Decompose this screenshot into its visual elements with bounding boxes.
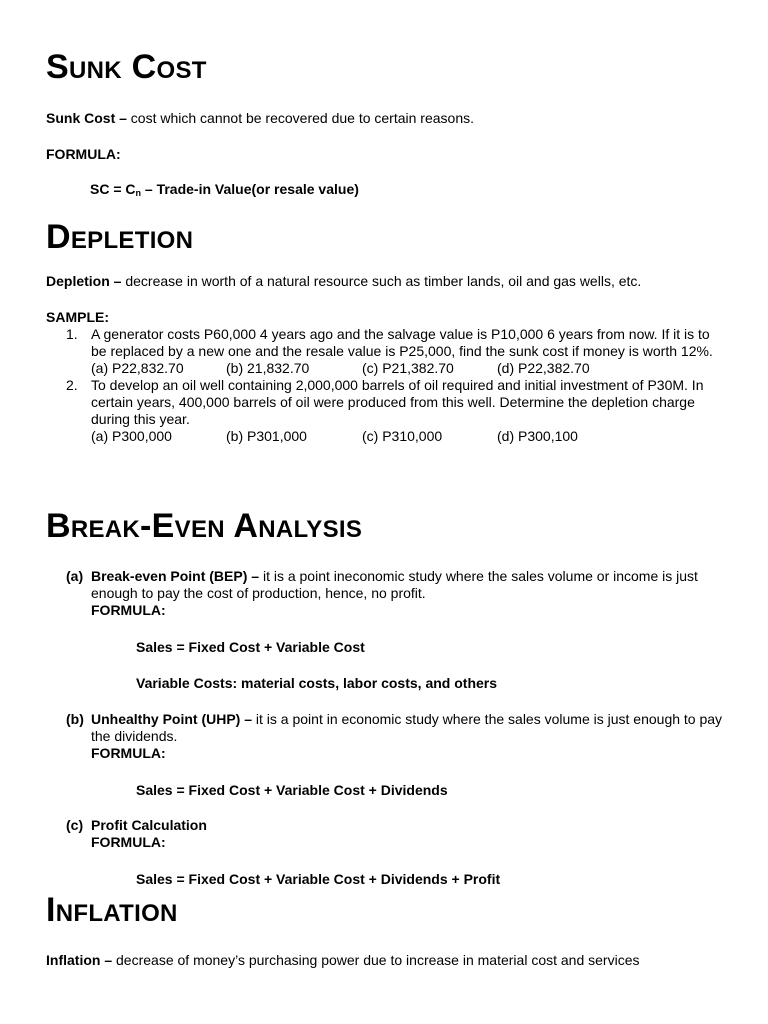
profit-formula: Sales = Fixed Cost + Variable Cost + Dividends + Profit (136, 871, 501, 887)
answer-choice: (b) P301,000 (226, 428, 307, 444)
sunk-cost-formula-lhs: SC = C (90, 181, 136, 197)
break-even-heading: Break-Even Analysis (46, 507, 363, 545)
sample-problem-text: A generator costs P60,000 4 years ago and the salvage value is P10,000 6 years from now. If it is to be replaced by a new one and the resale value is P25,000, find the sunk cost if money is worth 12%. (91, 326, 713, 359)
break-even-point-item (66, 568, 726, 619)
answer-choices (91, 428, 726, 445)
item-label: (b) (66, 711, 84, 727)
answer-choice: (b) 21,832.70 (226, 360, 310, 376)
answer-choice: (d) P300,100 (497, 428, 578, 444)
sunk-cost-heading: Sunk Cost (46, 48, 207, 86)
item-label: (a) (66, 568, 84, 584)
depletion-definition-text: decrease in worth of a natural resource such as timber lands, oil and gas wells, etc. (121, 273, 642, 289)
item-label: (c) (66, 817, 84, 833)
sunk-cost-formula-rhs: – Trade-in Value(or resale value) (141, 181, 359, 197)
depletion-definition (46, 273, 641, 290)
bep-formula: Sales = Fixed Cost + Variable Cost (136, 639, 365, 655)
answer-choice: (a) P300,000 (91, 428, 172, 444)
inflation-definition (46, 952, 639, 969)
uhp-formula: Sales = Fixed Cost + Variable Cost + Dividends (136, 782, 448, 798)
formula-label: FORMULA: (91, 834, 166, 850)
item-term: Unhealthy Point (UHP) – (91, 711, 253, 727)
sunk-cost-term: Sunk Cost – (46, 110, 127, 126)
sample-problem (66, 377, 726, 445)
item-term: Break-even Point (BEP) – (91, 568, 260, 584)
sunk-cost-definition-text: cost which cannot be recovered due to certain reasons. (126, 110, 474, 126)
item-term: Profit Calculation (91, 817, 207, 833)
sample-label: SAMPLE: (46, 309, 109, 325)
sunk-cost-formula-subscript: n (135, 188, 142, 198)
depletion-heading: Depletion (46, 218, 194, 256)
formula-label: FORMULA: (91, 745, 166, 761)
unhealthy-point-item (66, 711, 726, 762)
sample-problem-number: 1. (66, 326, 78, 342)
sunk-cost-definition (46, 110, 474, 127)
answer-choice: (c) P310,000 (362, 428, 443, 444)
sunk-cost-formula (90, 181, 359, 198)
sample-problem (66, 326, 726, 377)
profit-calculation-item (66, 817, 726, 851)
sample-problem-number: 2. (66, 377, 78, 393)
answer-choice: (a) P22,832.70 (91, 360, 184, 376)
inflation-definition-text: decrease of money’s purchasing power due to increase in material cost and services (112, 952, 640, 968)
answer-choices (91, 360, 726, 377)
item-text: it is a point in economic study where the sales volume is just enough to pay the dividends. (91, 711, 723, 744)
inflation-heading: Inflation (46, 891, 178, 929)
depletion-term: Depletion – (46, 273, 122, 289)
sunk-cost-formula-label: FORMULA: (46, 146, 121, 162)
item-body (66, 711, 726, 745)
inflation-term: Inflation – (46, 952, 113, 968)
sample-problem-list (66, 326, 726, 445)
formula-label: FORMULA: (91, 602, 166, 618)
sample-problem-text: To develop an oil well containing 2,000,000 barrels of oil required and initial investment of P30M. In certain years, 400,000 barrels of oil were produced from this well. Determine the depletion charge during this year. (91, 377, 704, 427)
answer-choice: (d) P22,382.70 (497, 360, 590, 376)
item-text: it is a point ineconomic study where the sales volume or income is just enough to pay the cost of production, hence, no profit. (91, 568, 698, 601)
answer-choice: (c) P21,382.70 (362, 360, 454, 376)
variable-costs-note: Variable Costs: material costs, labor costs, and others (136, 675, 498, 691)
item-body (66, 568, 726, 602)
